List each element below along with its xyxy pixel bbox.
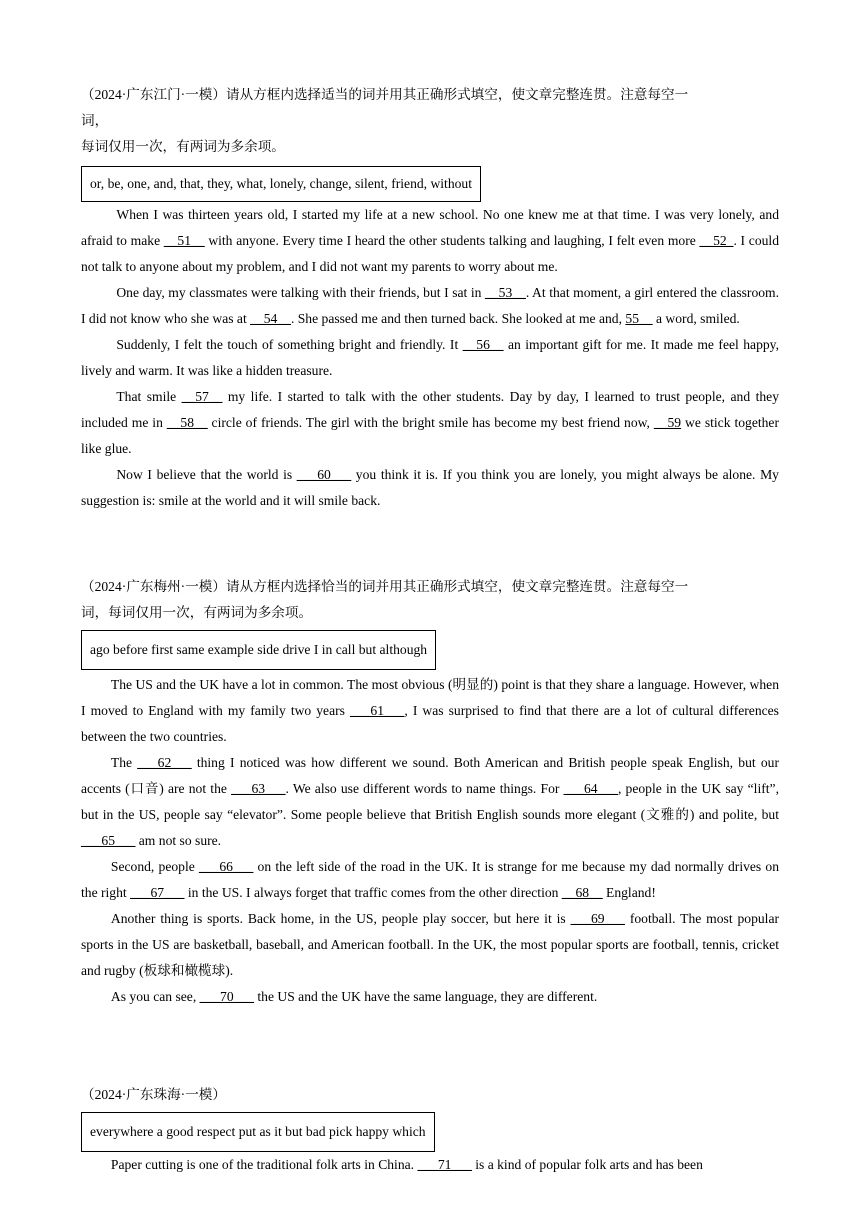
paragraph: The ___62___ thing I noticed was how different we sound. Both American and British people speak English, but our accents (口音) are not the ___63___. We also use different words to name things. For ___64___, people in the UK say “lift”, but in the US, people say “elevator”. Some people believe that British English sounds more elegant (文雅的) and polite, but ___65___ am not so sure.: [81, 755, 779, 848]
blank-59: __59: [653, 415, 682, 430]
paragraph: Now I believe that the world is ___60___ you think it is. If you think you are lonely, you might always be alone. My suggestion is: smile at the world and it will smile back.: [81, 467, 779, 508]
blank-58: __58__: [166, 415, 208, 430]
blank-70: ___70___: [199, 989, 254, 1004]
section-header: [81, 82, 779, 160]
section-header: [81, 574, 779, 626]
blank-54: __54__: [250, 311, 291, 326]
header-line-2: 词，每词仅用一次，有两词为多余项。: [81, 605, 313, 620]
paragraph: That smile __57__ my life. I started to talk with the other students. Day by day, I learned to trust people, and they included me in __58__ circle of friends. The girl with the bright smile has become my best friend now, __59 we stick together like glue.: [81, 389, 779, 456]
header-line-1: （2024·广东珠海·一模）: [81, 1087, 226, 1102]
paragraph: As you can see, ___70___ the US and the UK have the same language, they are different.: [110, 989, 598, 1004]
section-zhuhai: [81, 1082, 779, 1178]
section-jiangmen: [81, 82, 779, 514]
blank-68: 68__: [575, 885, 603, 900]
word-box: or, be, one, and, that, they, what, lonely, change, silent, friend, without: [81, 166, 481, 202]
header-line-1: （2024·广东江门·一模）请从方框内选择适当的词并用其正确形式填空，使文章完整连贯。注意每空一: [81, 87, 689, 102]
paragraph: Suddenly, I felt the touch of something bright and friendly. It __56__ an important gift for me. It made me feel happy, lively and warm. It was like a hidden treasure.: [81, 337, 779, 378]
blank-57: __57__: [181, 389, 223, 404]
paragraph: Second, people ___66___ on the left side of the road in the UK. It is strange for me because my dad normally drives on the right ___67___ in the US. I always forget that traffic comes from the other direction __68__ England!: [81, 859, 780, 900]
blank-53: __53__: [485, 285, 526, 300]
paragraph: When I was thirteen years old, I started my life at a new school. No one knew me at that time. I was very lonely, and afraid to make __51__ with anyone. Every time I heard the other students talking and laughing, I felt even more __52_. I could not talk to anyone about my problem, and I did not want my parents to worry about me.: [81, 207, 779, 274]
blank-66: ___66___: [198, 859, 254, 874]
blank-60: ___60___: [296, 467, 352, 482]
blank-69: ___69___: [570, 911, 625, 926]
section-meizhou: [81, 574, 779, 1010]
blank-56: __56__: [462, 337, 504, 352]
blank-67: ___67___: [130, 885, 185, 900]
blank-71: ___71___: [417, 1157, 472, 1172]
paragraph: The US and the UK have a lot in common. The most obvious (明显的) point is that they share a language. However, when I moved to England with my family two years ___61___, I was surprised to find that there are a lot of cultural differences between the two countries.: [81, 677, 779, 744]
section-header: [81, 1082, 779, 1108]
header-line-1: （2024·广东梅州·一模）请从方框内选择恰当的词并用其正确形式填空，使文章完整连贯。注意每空一: [81, 579, 689, 594]
blank-61: ___61___: [350, 703, 405, 718]
blank-55: 55__: [625, 311, 653, 326]
paragraph: One day, my classmates were talking with their friends, but I sat in __53__. At that moment, a girl entered the classroom. I did not know who she was at __54__. She passed me and then turned back. She looked at me and, 55__ a word, smiled.: [81, 285, 780, 326]
word-box: everywhere a good respect put as it but bad pick happy which: [81, 1112, 435, 1152]
blank-51: __51__: [163, 233, 205, 248]
paragraph: Paper cutting is one of the traditional folk arts in China. ___71___ is a kind of popular folk arts and has been: [110, 1157, 703, 1172]
blank-52: __52_: [699, 233, 734, 248]
header-line-3: 每词仅用一次，有两词为多余项。: [81, 139, 285, 154]
blank-65: ___65___: [81, 833, 136, 848]
blank-62: ___62___: [137, 755, 192, 770]
blank-64: ___64___: [563, 781, 618, 796]
word-box: ago before first same example side drive I in call but although: [81, 630, 436, 670]
blank-68-start: __: [561, 885, 576, 900]
paragraph: Another thing is sports. Back home, in the US, people play soccer, but here it is ___69___ football. The most popular sports in the US are basketball, baseball, and American football. In the UK, the most popular sports are football, tennis, cricket and rugby (板球和橄榄球).: [81, 911, 780, 978]
blank-63: ___63___: [231, 781, 286, 796]
header-line-2: 词，: [81, 113, 109, 128]
